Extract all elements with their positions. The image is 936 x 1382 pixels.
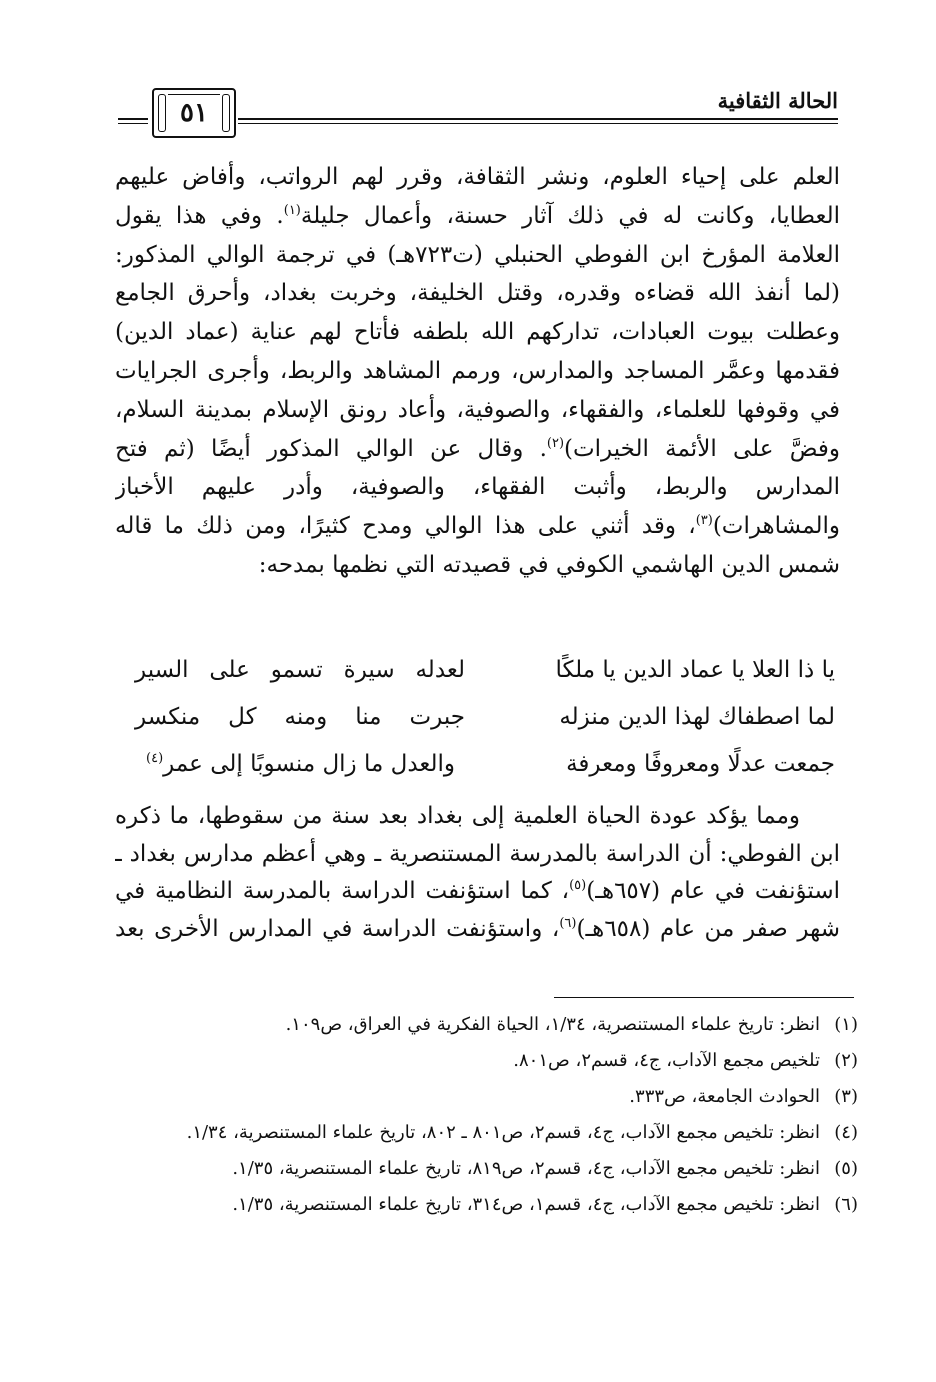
text-line: المدارس والربط، وأثبت الفقهاء، والصوفية، وأدر عليهم الأخباز xyxy=(115,474,840,501)
footnote-text: انظر: تاريخ علماء المستنصرية، ١/٣٤، الحياة الفكرية في العراق، ص١٠٩. xyxy=(285,1014,820,1035)
text-line: ابن الفوطي: أن الدراسة بالمدرسة المستنصرية ـ وهي أعظم مدارس بغداد ـ xyxy=(115,840,840,867)
footnote-ref: (٦) xyxy=(559,915,577,931)
footnote-ref: (١) xyxy=(283,202,301,218)
text-line: وفضَّ على الأئمة الخيرات)$^{(٢)}$. وقال عن الوالي المذكور أيضًا (ثم فتح xyxy=(115,435,840,462)
main-text-continued xyxy=(115,798,840,948)
verse-first-half: جمعت عدلًا ومعروفًا ومعرفة xyxy=(566,751,835,777)
footnote-ref: (٤) xyxy=(146,751,164,766)
footnote xyxy=(110,1046,858,1075)
text-line: وعطلت بيوت العبادات، تداركهم الله بلطفه فأتاح لهم عناية (عماد الدين) xyxy=(115,319,840,346)
text-line: في وقوفها للعلماء، والفقهاء، والصوفية، وأعاد رونق الإسلام بمدينة السلام، xyxy=(115,396,840,423)
text-line: شمس الدين الهاشمي الكوفي في قصيدته التي نظمها بمدحه: xyxy=(258,551,840,578)
verse-first-half: يا ذا العلا يا عماد الدين يا ملكًا xyxy=(555,657,835,683)
footnote-number: (٣) xyxy=(834,1086,858,1107)
verse-second-half: لعدله سيرة تسمو على السير xyxy=(135,657,465,683)
footnote xyxy=(110,1190,858,1219)
text-line: والمشاهرات)$^{(٣)}$، وقد أثني على هذا الوالي ومدح كثيرًا، ومن ذلك ما قاله xyxy=(115,513,840,540)
poem-verse xyxy=(135,744,835,791)
footnote xyxy=(110,1154,858,1183)
poem xyxy=(135,650,835,791)
footnote-separator xyxy=(554,997,854,998)
footnotes xyxy=(110,1010,858,1226)
verse-second-half: جبرت منا ومنه كل منكسر xyxy=(135,704,465,730)
page-number: ٥١ xyxy=(180,98,208,128)
header-rule xyxy=(238,118,838,120)
footnote-number: (٢) xyxy=(834,1050,858,1071)
footnote xyxy=(110,1010,858,1039)
footnote-ref: (٣) xyxy=(695,513,713,529)
footnote-ref: (٢) xyxy=(546,435,565,451)
footnote-text: انظر: تلخيص مجمع الآداب، ج٤، قسم٢، ص٨١٩، تاريخ علماء المستنصرية، ١/٣٥. xyxy=(232,1158,820,1179)
verse-first-half: لما اصطفاك لهذا الدين منزله xyxy=(559,704,835,730)
footnote-text: تلخيص مجمع الآداب، ج٤، قسم٢، ص٨٠١. xyxy=(513,1050,820,1071)
poem-verse xyxy=(135,650,835,697)
text-line: فقدمها وعمَّر المساجد والمدارس، ورمم المشاهد والربط، وأجرى الجرايات xyxy=(115,357,840,384)
text-line: شهر صفر من عام (٦٥٨هـ)$^{(٦)}$، واستؤنفت الدراسة في المدارس الأخرى بعد xyxy=(115,915,840,942)
text-line: العطايا، وكانت له في ذلك آثار حسنة، وأعمال جليلة$^{(١)}$. وفي هذا يقول xyxy=(115,202,840,229)
text-line: ومما يؤكد عودة الحياة العلمية إلى بغداد بعد سنة من سقوطها، ما ذكره xyxy=(115,803,800,829)
text-line: استؤنفت في عام (٦٥٧هـ)$^{(٥)}$، كما استؤنفت الدراسة بالمدرسة النظامية في xyxy=(115,878,840,904)
footnote xyxy=(110,1082,858,1111)
footnote-number: (٤) xyxy=(834,1122,858,1143)
header-rule xyxy=(118,123,148,124)
footnote-text: الحوادث الجامعة، ص٣٣٣. xyxy=(629,1086,820,1107)
text-line: العلامة المؤرخ ابن الفوطي الحنبلي (ت٧٢٣هـ) في ترجمة الوالي المذكور: xyxy=(115,241,840,268)
poem-verse xyxy=(135,697,835,744)
footnote xyxy=(110,1118,858,1147)
footnote-text: انظر: تلخيص مجمع الآداب، ج٤، قسم٢، ص٨٠١ ـ ٨٠٢، تاريخ علماء المستنصرية، ١/٣٤. xyxy=(186,1122,820,1143)
header-rule xyxy=(238,123,838,124)
footnote-number: (٥) xyxy=(834,1158,858,1179)
main-text xyxy=(115,158,840,585)
footnote-number: (١) xyxy=(834,1014,858,1035)
text-line: (لما أنفذ الله قضاءه وقدره، وقتل الخليفة، وخربت بغداد، وأحرق الجامع xyxy=(115,280,840,307)
text-line: العلم على إحياء العلوم، ونشر الثقافة، وقرر لهم الرواتب، وأفاض عليهم xyxy=(115,164,840,190)
page-header xyxy=(118,78,838,138)
footnote-number: (٦) xyxy=(834,1194,858,1215)
running-title: الحالة الثقافية xyxy=(717,88,838,113)
header-rule xyxy=(118,118,148,120)
page-number-box xyxy=(152,88,236,138)
verse-second-half: والعدل ما زال منسوبًا إلى عمر$^{(٤)}$ xyxy=(146,751,455,777)
footnote-ref: (٥) xyxy=(569,878,587,893)
footnote-text: انظر: تلخيص مجمع الآداب، ج٤، قسم١، ص٣١٤، تاريخ علماء المستنصرية، ١/٣٥. xyxy=(232,1194,820,1215)
